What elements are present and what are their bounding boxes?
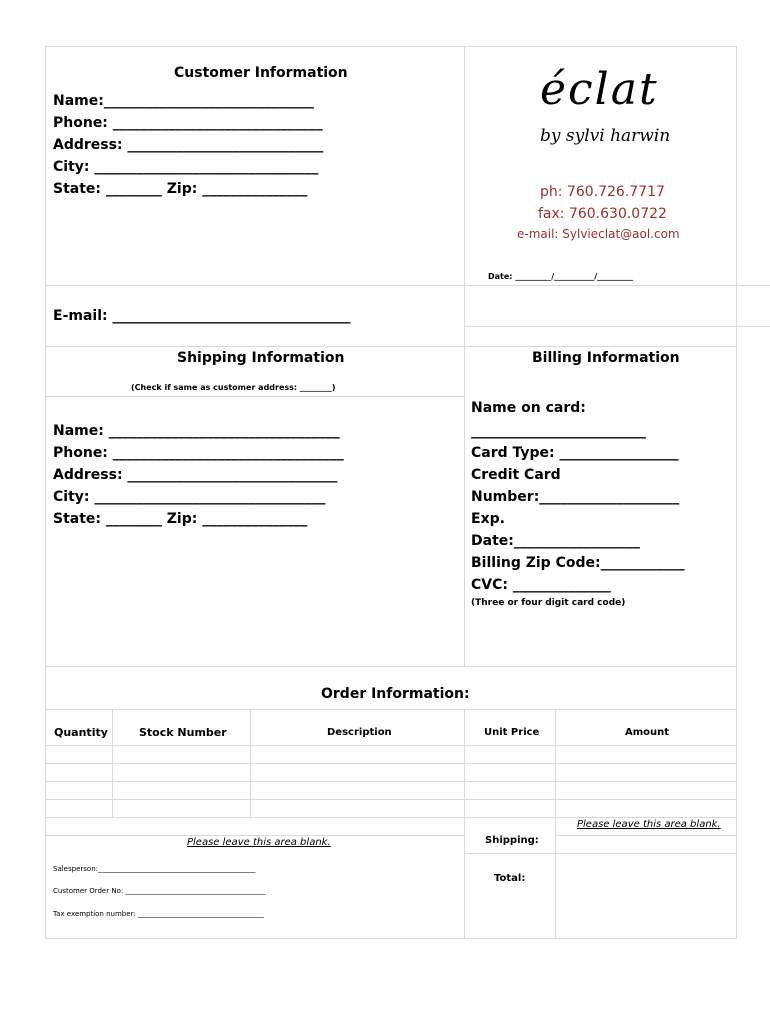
blank-area-note-left: Please leave this area blank. xyxy=(187,837,331,848)
table-row[interactable] xyxy=(46,746,736,763)
shipping-heading: Shipping Information xyxy=(177,350,345,366)
row-divider-shipping-fields xyxy=(45,396,464,397)
row-divider-email xyxy=(45,285,770,286)
card-type-field[interactable]: Card Type: _________________ xyxy=(471,445,679,461)
credit-card-label: Credit Card xyxy=(471,467,561,483)
brand-email: e-mail: Sylvieclat@aol.com xyxy=(517,227,680,241)
billing-zip-field[interactable]: Billing Zip Code:____________ xyxy=(471,555,685,571)
brand-fax: fax: 760.630.0722 xyxy=(538,206,667,222)
blank-area-note-right: Please leave this area blank. xyxy=(577,819,721,830)
shipping-address-field[interactable]: Address: ______________________________ xyxy=(53,467,338,483)
brand-phone: ph: 760.726.7717 xyxy=(540,184,665,200)
billing-name-label: Name on card: xyxy=(471,400,586,416)
shipping-name-field[interactable]: Name: _________________________________ xyxy=(53,423,340,439)
table-row[interactable] xyxy=(46,782,736,799)
brand-tagline: by sylvi harwin xyxy=(540,126,671,146)
order-heading: Order Information: xyxy=(321,686,470,702)
customer-state-zip-field[interactable]: State: ________ Zip: _______________ xyxy=(53,181,308,197)
exp-date-field[interactable]: Date:__________________ xyxy=(471,533,640,549)
column-divider-top xyxy=(464,46,465,667)
summary-line-left xyxy=(45,835,464,836)
customer-address-field[interactable]: Address: ____________________________ xyxy=(53,137,324,153)
date-field[interactable]: Date: _________/__________/_________ xyxy=(488,272,634,281)
same-as-customer-checkbox[interactable]: (Check if same as customer address: ________) xyxy=(131,383,336,392)
shipping-label: Shipping: xyxy=(485,835,539,846)
column-header-quantity: Quantity xyxy=(54,726,108,739)
border-top xyxy=(45,46,737,47)
cvc-note: (Three or four digit card code) xyxy=(471,598,626,608)
total-label: Total: xyxy=(494,873,526,884)
tax-exemption-field[interactable]: Tax exemption number: ____________________________________ xyxy=(53,910,264,918)
billing-name-field[interactable]: _________________________ xyxy=(471,423,646,439)
customer-order-field[interactable]: Customer Order No: ________________________________________ xyxy=(53,887,266,895)
customer-name-field[interactable]: Name:______________________________ xyxy=(53,93,314,109)
summary-line-shipping xyxy=(464,853,737,854)
table-row[interactable] xyxy=(46,800,736,817)
salesperson-field[interactable]: Salesperson:_____________________________________________ xyxy=(53,865,256,873)
table-row[interactable] xyxy=(46,764,736,781)
customer-city-field[interactable]: City: ________________________________ xyxy=(53,159,319,175)
exp-label: Exp. xyxy=(471,511,505,527)
row-divider-table-header xyxy=(45,709,737,710)
billing-heading: Billing Information xyxy=(532,350,680,366)
column-header-unit-price: Unit Price xyxy=(484,727,540,738)
customer-email-field[interactable]: E-mail: __________________________________ xyxy=(53,308,351,324)
shipping-state-zip-field[interactable]: State: ________ Zip: _______________ xyxy=(53,511,308,527)
row-divider-email-right xyxy=(464,326,770,327)
border-bottom xyxy=(45,938,737,939)
row-divider-shipping xyxy=(45,346,737,347)
column-header-stock-number: Stock Number xyxy=(139,726,227,739)
table-row-line-5 xyxy=(45,817,737,818)
column-header-description: Description xyxy=(327,727,392,738)
customer-heading: Customer Information xyxy=(174,65,348,81)
cvc-field[interactable]: CVC: ______________ xyxy=(471,577,611,593)
eclat-logo: éclat xyxy=(540,64,659,115)
col-line-4 xyxy=(555,709,556,938)
column-header-amount: Amount xyxy=(625,727,670,738)
shipping-city-field[interactable]: City: _________________________________ xyxy=(53,489,326,505)
row-divider-order xyxy=(45,666,737,667)
shipping-phone-field[interactable]: Phone: _________________________________ xyxy=(53,445,344,461)
customer-phone-field[interactable]: Phone: ______________________________ xyxy=(53,115,323,131)
border-right xyxy=(736,46,737,939)
card-number-field[interactable]: Number:____________________ xyxy=(471,489,680,505)
summary-line-right xyxy=(555,835,737,836)
col-line-3 xyxy=(464,709,465,938)
